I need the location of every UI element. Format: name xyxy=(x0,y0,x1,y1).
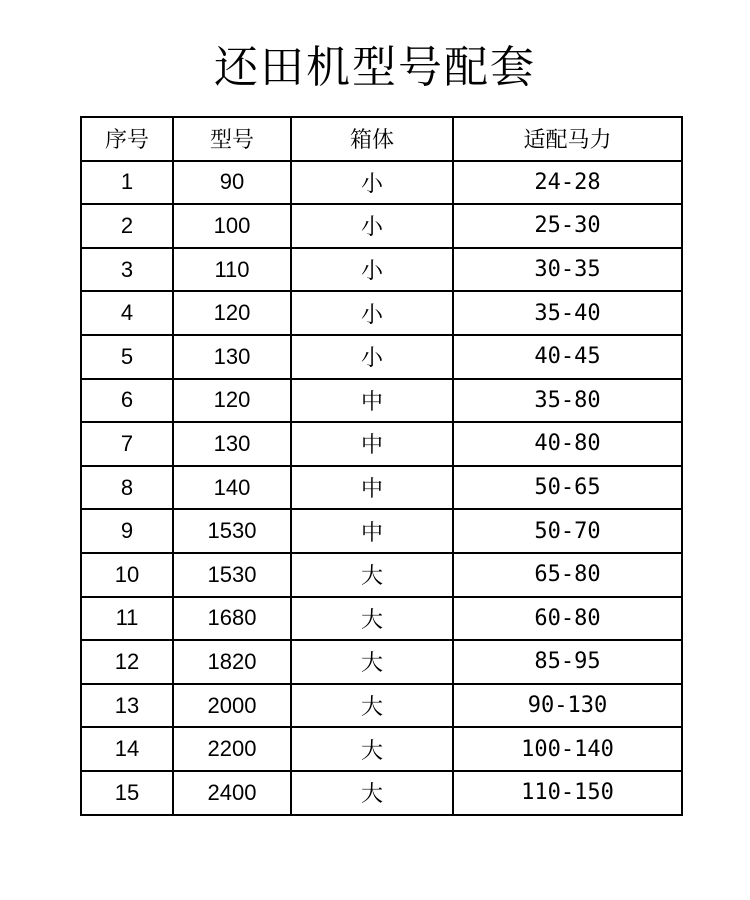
table-row xyxy=(81,422,682,466)
cell-model: 100 xyxy=(173,204,291,248)
cell-index: 3 xyxy=(81,248,173,292)
cell-index: 5 xyxy=(81,335,173,379)
table-header-row xyxy=(81,117,682,161)
cell-index: 1 xyxy=(81,161,173,205)
table-row xyxy=(81,684,682,728)
table-body xyxy=(81,161,682,815)
cell-model: 2400 xyxy=(173,771,291,815)
cell-gearbox: 中 xyxy=(291,379,453,423)
cell-gearbox: 小 xyxy=(291,161,453,205)
cell-horsepower: 90-130 xyxy=(453,684,682,728)
cell-index: 2 xyxy=(81,204,173,248)
cell-horsepower: 24-28 xyxy=(453,161,682,205)
cell-model: 130 xyxy=(173,335,291,379)
cell-model: 110 xyxy=(173,248,291,292)
table-row xyxy=(81,204,682,248)
table-row xyxy=(81,597,682,641)
header-index: 序号 xyxy=(81,117,173,161)
cell-index: 9 xyxy=(81,509,173,553)
table-row xyxy=(81,553,682,597)
cell-index: 13 xyxy=(81,684,173,728)
cell-horsepower: 60-80 xyxy=(453,597,682,641)
cell-index: 6 xyxy=(81,379,173,423)
cell-gearbox: 大 xyxy=(291,597,453,641)
table-row xyxy=(81,379,682,423)
cell-model: 90 xyxy=(173,161,291,205)
cell-model: 2200 xyxy=(173,727,291,771)
cell-index: 14 xyxy=(81,727,173,771)
cell-model: 1530 xyxy=(173,553,291,597)
cell-horsepower: 35-80 xyxy=(453,379,682,423)
cell-horsepower: 35-40 xyxy=(453,291,682,335)
cell-model: 120 xyxy=(173,291,291,335)
cell-model: 1680 xyxy=(173,597,291,641)
cell-gearbox: 中 xyxy=(291,509,453,553)
header-model: 型号 xyxy=(173,117,291,161)
cell-index: 7 xyxy=(81,422,173,466)
cell-horsepower: 25-30 xyxy=(453,204,682,248)
cell-horsepower: 50-65 xyxy=(453,466,682,510)
cell-model: 1820 xyxy=(173,640,291,684)
cell-index: 11 xyxy=(81,597,173,641)
model-table xyxy=(80,116,683,816)
table-row xyxy=(81,291,682,335)
cell-model: 120 xyxy=(173,379,291,423)
cell-horsepower: 40-80 xyxy=(453,422,682,466)
table-row xyxy=(81,335,682,379)
cell-gearbox: 大 xyxy=(291,553,453,597)
table-row xyxy=(81,771,682,815)
cell-horsepower: 110-150 xyxy=(453,771,682,815)
cell-horsepower: 50-70 xyxy=(453,509,682,553)
cell-index: 4 xyxy=(81,291,173,335)
cell-model: 130 xyxy=(173,422,291,466)
cell-gearbox: 大 xyxy=(291,771,453,815)
table-row xyxy=(81,640,682,684)
cell-gearbox: 小 xyxy=(291,335,453,379)
cell-gearbox: 中 xyxy=(291,466,453,510)
table-row xyxy=(81,161,682,205)
table-row xyxy=(81,466,682,510)
cell-gearbox: 中 xyxy=(291,422,453,466)
header-horsepower: 适配马力 xyxy=(453,117,682,161)
cell-horsepower: 85-95 xyxy=(453,640,682,684)
cell-gearbox: 小 xyxy=(291,204,453,248)
table-row xyxy=(81,509,682,553)
cell-index: 10 xyxy=(81,553,173,597)
table-row xyxy=(81,727,682,771)
cell-horsepower: 40-45 xyxy=(453,335,682,379)
cell-model: 1530 xyxy=(173,509,291,553)
cell-gearbox: 大 xyxy=(291,640,453,684)
cell-gearbox: 大 xyxy=(291,684,453,728)
cell-horsepower: 65-80 xyxy=(453,553,682,597)
cell-gearbox: 小 xyxy=(291,248,453,292)
table-row xyxy=(81,248,682,292)
header-gearbox: 箱体 xyxy=(291,117,453,161)
cell-model: 140 xyxy=(173,466,291,510)
page-title: 还田机型号配套 xyxy=(214,42,536,93)
cell-index: 12 xyxy=(81,640,173,684)
cell-gearbox: 小 xyxy=(291,291,453,335)
cell-index: 15 xyxy=(81,771,173,815)
cell-horsepower: 30-35 xyxy=(453,248,682,292)
cell-index: 8 xyxy=(81,466,173,510)
cell-model: 2000 xyxy=(173,684,291,728)
cell-gearbox: 大 xyxy=(291,727,453,771)
cell-horsepower: 100-140 xyxy=(453,727,682,771)
